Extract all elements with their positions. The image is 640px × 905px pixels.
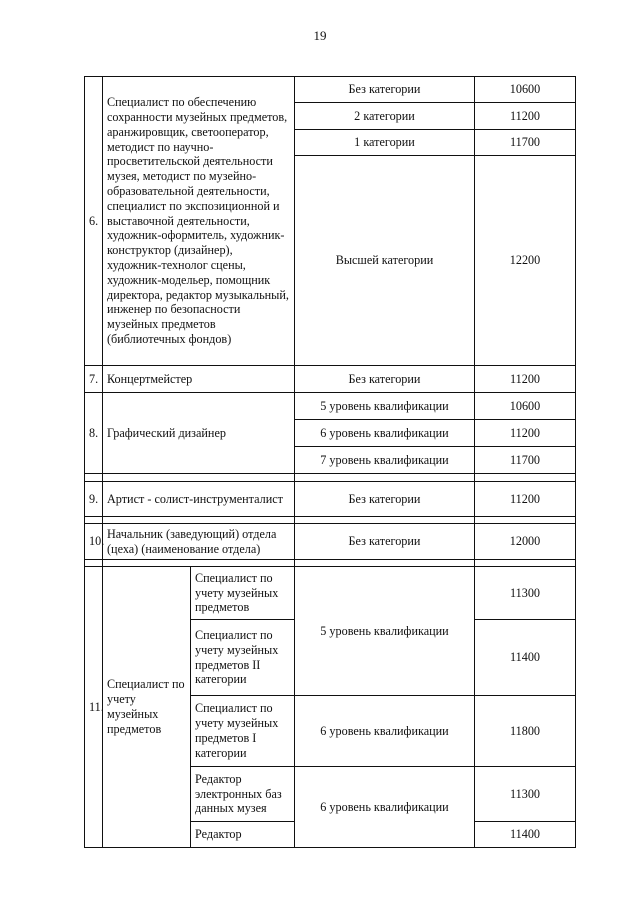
row-number: 11.: [85, 567, 103, 848]
position-name: Специалист по обеспечению сохранности музейных предметов, аранжировщик, светооператор, методист по научно-просветительской деятельности музея, методист по музейно-образовательной деятельности, специалист по экспозиционной и выставочной деятельности, художник-оформитель, художник-конструктор (дизайнер), художник-технолог сцены, художник-модельер, помощник директора, редактор музыкальный, инженер по безопасности музейных предметов (библиотечных фондов): [107, 95, 289, 346]
table-row: [85, 393, 576, 420]
salary-cell: 11800: [475, 696, 576, 767]
page-number: 19: [313, 28, 327, 43]
category-cell: 2 категории: [295, 103, 475, 130]
category-cell: 5 уровень квалификации: [295, 393, 475, 420]
salary-cell: 11300: [475, 567, 576, 620]
salary-cell: 10600: [475, 77, 576, 103]
table-row: [85, 567, 576, 620]
salary-cell: 10600: [475, 393, 576, 420]
category-cell: 1 категории: [295, 130, 475, 156]
category-cell: 6 уровень квалификации: [295, 767, 475, 848]
salary-cell: 11200: [475, 103, 576, 130]
row-number: 7.: [85, 366, 103, 393]
row-number: 8.: [85, 393, 103, 474]
table-spacer-row: [85, 560, 576, 567]
position-cell: [103, 77, 295, 366]
table-row: [85, 482, 576, 517]
table-row: [85, 366, 576, 393]
salary-cell: 11200: [475, 420, 576, 447]
category-cell: Высшей категории: [295, 156, 475, 366]
category-cell: Без категории: [295, 482, 475, 517]
row-number: 6.: [85, 77, 103, 366]
salary-cell: 12200: [475, 156, 576, 366]
category-cell: Без категории: [295, 366, 475, 393]
sub-position-cell: Специалист по учету музейных предметов II категории: [191, 620, 295, 696]
category-cell: Без категории: [295, 77, 475, 103]
salary-cell: 11400: [475, 822, 576, 848]
position-cell: Концертмейстер: [103, 366, 295, 393]
category-cell: 5 уровень квалификации: [295, 567, 475, 696]
table-row: [85, 524, 576, 560]
category-cell: 6 уровень квалификации: [295, 420, 475, 447]
sub-position-cell: Редактор: [191, 822, 295, 848]
salary-cell: 11700: [475, 130, 576, 156]
row-number: 9.: [85, 482, 103, 517]
sub-position-cell: Специалист по учету музейных предметов: [191, 567, 295, 620]
position-cell: Графический дизайнер: [103, 393, 295, 474]
salary-cell: 12000: [475, 524, 576, 560]
salary-cell: 11400: [475, 620, 576, 696]
category-cell: 7 уровень квалификации: [295, 447, 475, 474]
position-cell: Начальник (заведующий) отдела (цеха) (наименование отдела): [103, 524, 295, 560]
category-cell: 6 уровень квалификации: [295, 696, 475, 767]
salary-cell: 11200: [475, 366, 576, 393]
sub-position-cell: Специалист по учету музейных предметов I категории: [191, 696, 295, 767]
sub-position-cell: Редактор электронных баз данных музея: [191, 767, 295, 822]
salary-table: [84, 76, 576, 848]
table-row: [85, 77, 576, 103]
category-cell: Без категории: [295, 524, 475, 560]
row-number: 10.: [85, 524, 103, 560]
salary-cell: 11700: [475, 447, 576, 474]
table-spacer-row: [85, 517, 576, 524]
position-cell: Артист - солист-инструменталист: [103, 482, 295, 517]
position-group-cell: Специалист по учету музейных предметов: [103, 567, 191, 848]
salary-cell: 11300: [475, 767, 576, 822]
table-spacer-row: [85, 474, 576, 482]
salary-cell: 11200: [475, 482, 576, 517]
